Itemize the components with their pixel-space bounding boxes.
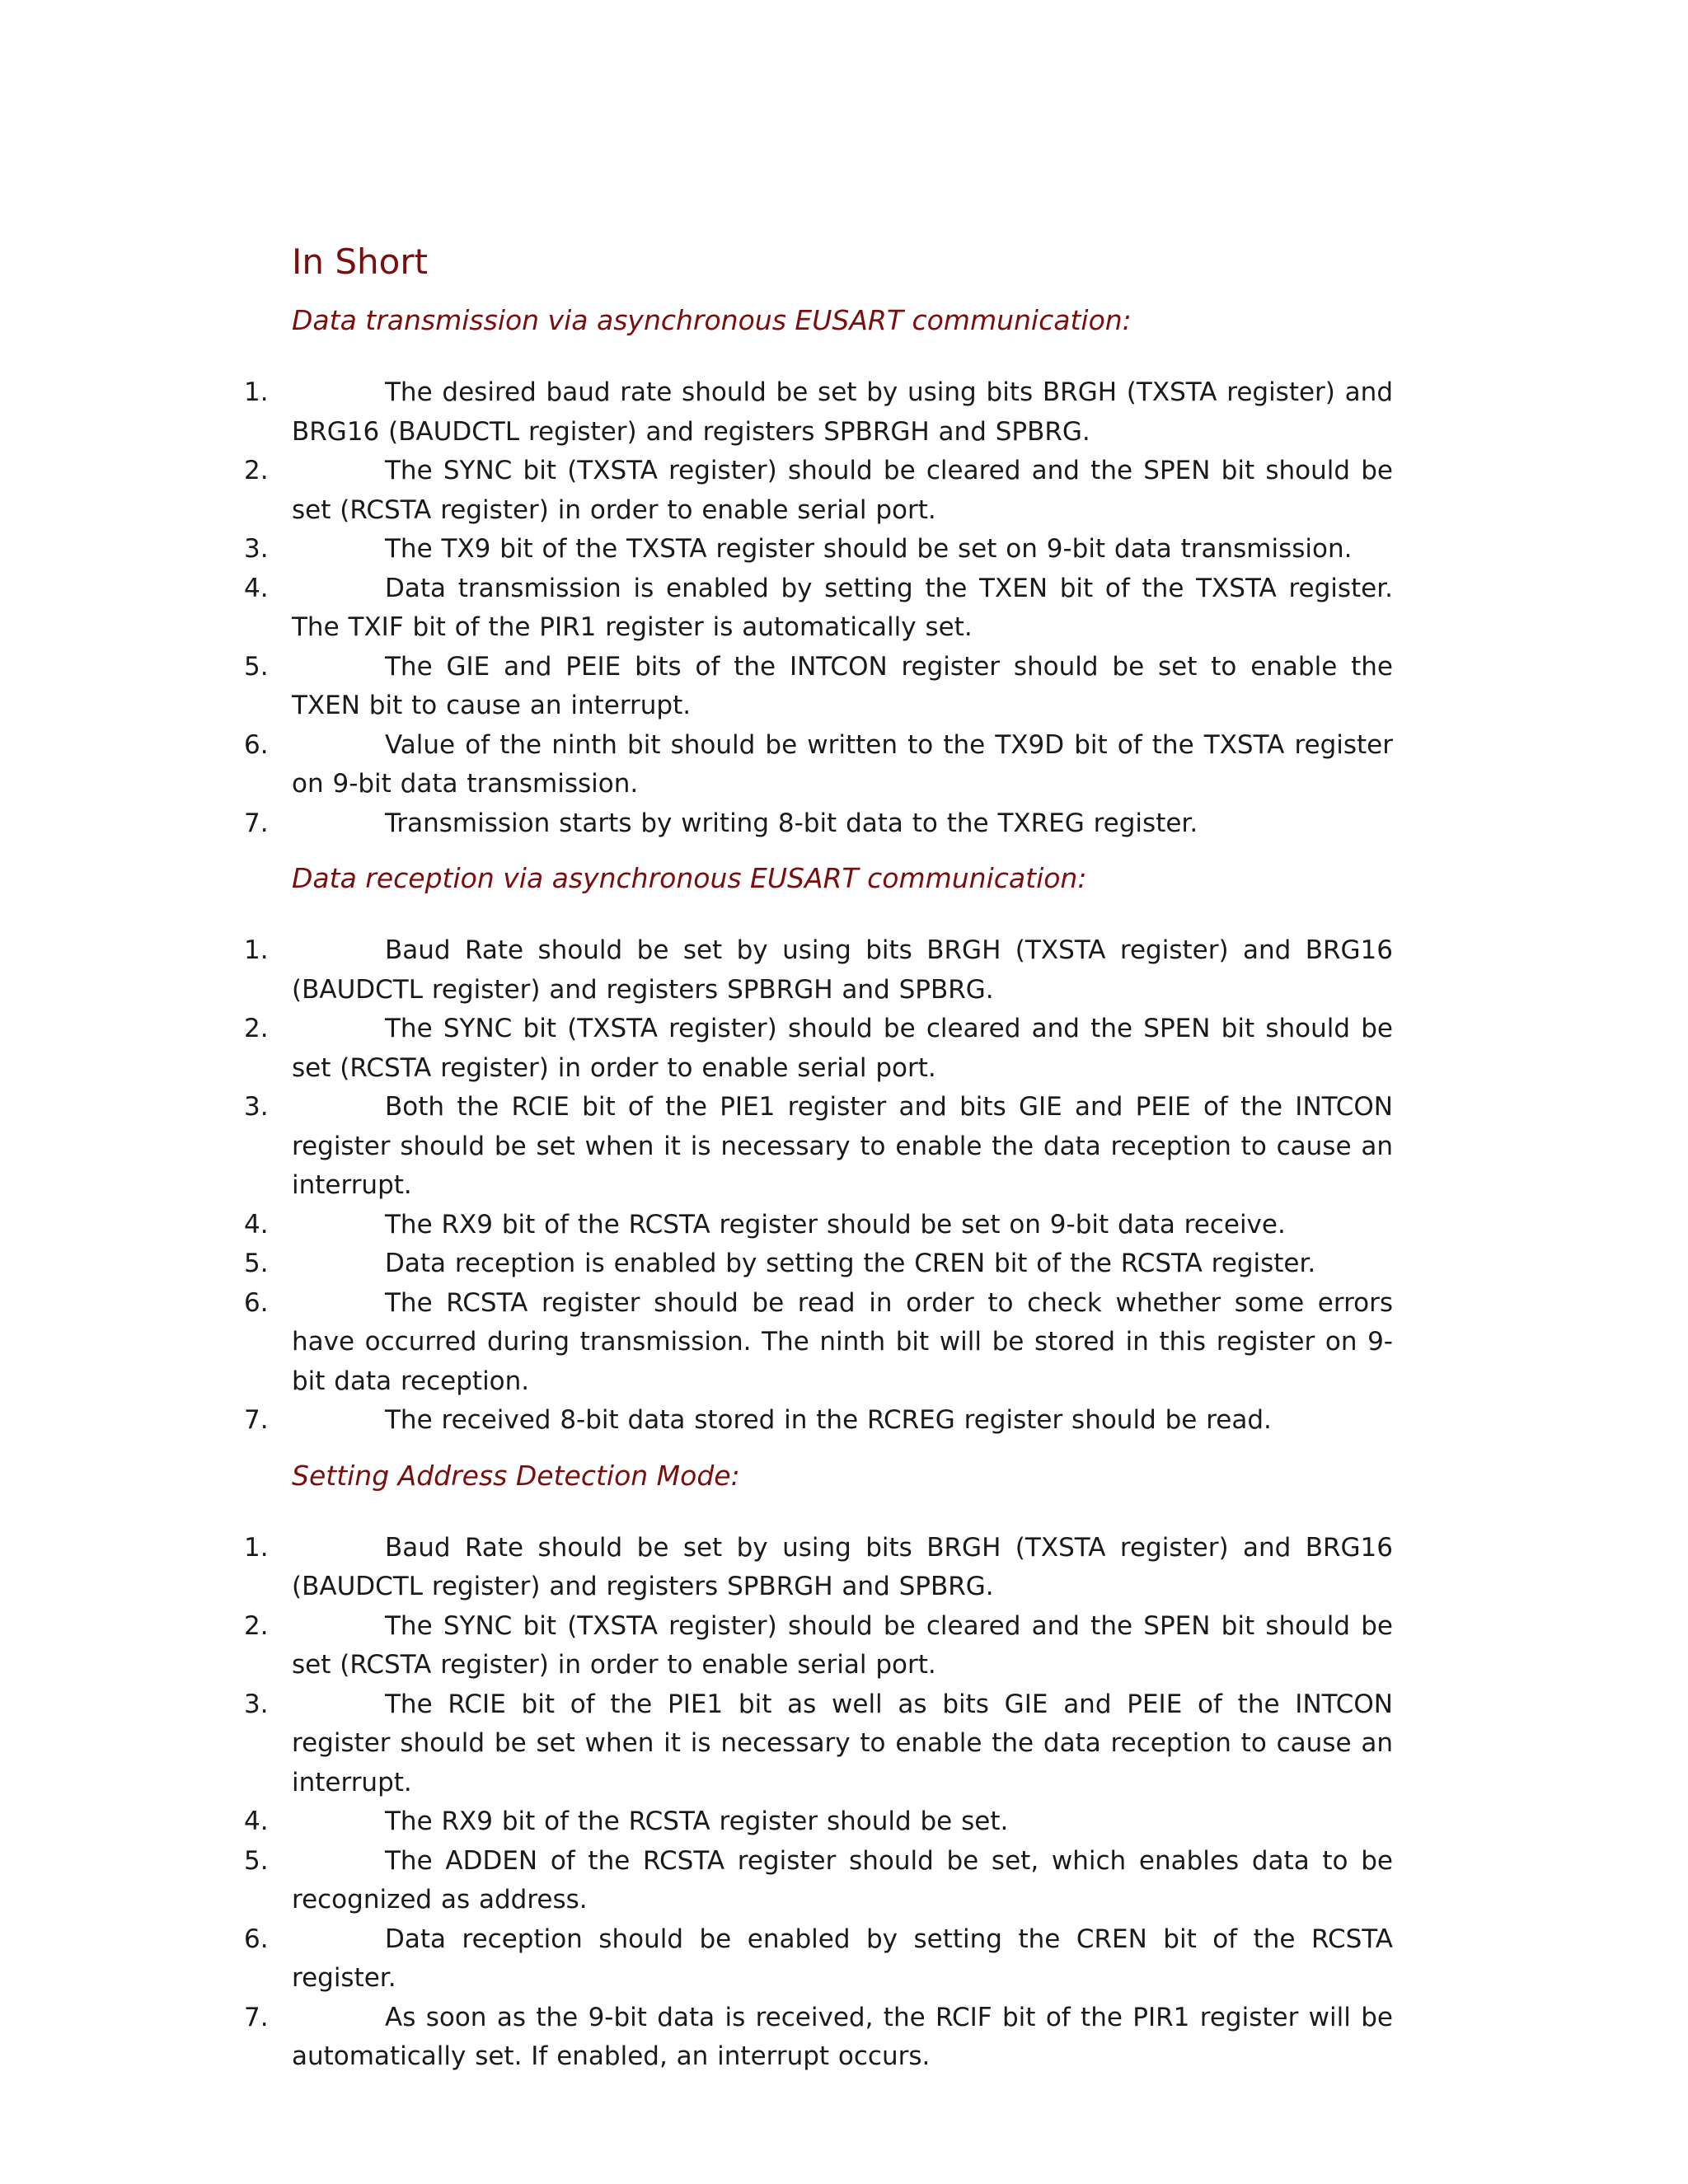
list-text: Baud Rate should be set by using bits BRGH (TXSTA register) and BRG16 (BAUDCTL register) and registers SPBRGH and SPBRG. (292, 935, 1393, 1005)
list-number: 5. (244, 651, 269, 682)
list-number: 2. (244, 1014, 269, 1043)
list-item (0, 1284, 1688, 1402)
list-text: The SYNC bit (TXSTA register) should be cleared and the SPEN bit should be set (RCSTA register) in order to enable serial port. (292, 1014, 1393, 1083)
list-text: The TX9 bit of the TXSTA register should be set on 9-bit data transmission. (385, 534, 1353, 564)
section-title: Data transmission via asynchronous EUSART communication: (292, 304, 1132, 336)
list-item (0, 530, 1688, 569)
list-text: Value of the ninth bit should be written to the TX9D bit of the TXSTA register on 9-bit data transmission. (292, 729, 1393, 799)
list-number: 4. (244, 573, 269, 603)
list-number: 4. (244, 1209, 269, 1240)
list-text: The SYNC bit (TXSTA register) should be cleared and the SPEN bit should be set (RCSTA register) in order to enable serial port. (292, 456, 1393, 525)
list-number: 3. (244, 534, 269, 564)
list-number: 2. (244, 456, 269, 485)
list-item (0, 1010, 1688, 1088)
list-number: 4. (244, 1807, 269, 1836)
section-title: Setting Address Detection Mode: (292, 1459, 740, 1492)
list-number: 1. (244, 377, 269, 407)
list-number: 7. (244, 2002, 269, 2032)
list-item (0, 452, 1688, 530)
list-number: 1. (244, 935, 269, 965)
list-text: Data transmission is enabled by setting the TXEN bit of the TXSTA register. The TXIF bit of the PIR1 register is automatically set. (292, 573, 1393, 642)
list-item (0, 931, 1688, 1010)
list-text: Data reception should be enabled by setting the CREN bit of the RCSTA register. (292, 1924, 1393, 1993)
list-item (0, 1206, 1688, 1245)
section-address-detection (0, 1457, 1688, 2077)
section-reception (0, 860, 1688, 1441)
list-number: 2. (244, 1610, 269, 1641)
list-text: The ADDEN of the RCSTA register should be set, which enables data to be recognized as address. (292, 1845, 1393, 1915)
list-item (0, 1529, 1688, 1607)
document-body (0, 302, 1688, 2077)
page-heading: In Short (292, 241, 429, 282)
list-text: The RX9 bit of the RCSTA register should be set. (385, 1807, 1009, 1836)
list-item (0, 1802, 1688, 1842)
list-item (0, 648, 1688, 726)
list-item (0, 1088, 1688, 1206)
list-text: Data reception is enabled by setting the CREN bit of the RCSTA register. (385, 1249, 1316, 1278)
list-item (0, 1607, 1688, 1685)
section-title: Data reception via asynchronous EUSART communication: (292, 862, 1087, 894)
list-text: The received 8-bit data stored in the RCREG register should be read. (385, 1405, 1272, 1435)
list-text: Baud Rate should be set by using bits BRGH (TXSTA register) and BRG16 (BAUDCTL register) and registers SPBRGH and SPBRG. (292, 1532, 1393, 1601)
list-number: 3. (244, 1689, 269, 1719)
list-number: 6. (244, 729, 269, 760)
list-text: The RCIE bit of the PIE1 bit as well as bits GIE and PEIE of the INTCON register should be set when it is necessary to enable the data reception to cause an interrupt. (292, 1689, 1393, 1797)
list-item (0, 1842, 1688, 1920)
list-item (0, 1920, 1688, 1999)
list-item (0, 373, 1688, 452)
list-text: The RCSTA register should be read in order to check whether some errors have occurred during transmission. The ninth bit will be stored in this register on 9-bit data reception. (292, 1287, 1393, 1396)
list-item (0, 726, 1688, 804)
list-text: Both the RCIE bit of the PIE1 register and bits GIE and PEIE of the INTCON register should be set when it is necessary to enable the data reception to cause an interrupt. (292, 1092, 1393, 1200)
steps-list (0, 373, 1688, 843)
list-text: The desired baud rate should be set by using bits BRGH (TXSTA register) and BRG16 (BAUDCTL register) and registers SPBRGH and SPBRG. (292, 377, 1393, 447)
list-item (0, 804, 1688, 844)
list-number: 7. (244, 808, 269, 838)
list-number: 1. (244, 1532, 269, 1563)
list-number: 3. (244, 1092, 269, 1122)
list-item (0, 1401, 1688, 1441)
list-number: 6. (244, 1287, 269, 1318)
list-text: Transmission starts by writing 8-bit data to the TXREG register. (385, 808, 1198, 838)
list-number: 6. (244, 1924, 269, 1954)
steps-list (0, 1529, 1688, 2077)
list-number: 5. (244, 1249, 269, 1278)
steps-list (0, 931, 1688, 1441)
list-text: As soon as the 9-bit data is received, the RCIF bit of the PIR1 register will be automatically set. If enabled, an interrupt occurs. (292, 2002, 1393, 2071)
list-text: The GIE and PEIE bits of the INTCON register should be set to enable the TXEN bit to cause an interrupt. (292, 651, 1393, 720)
list-item (0, 1244, 1688, 1284)
list-item (0, 1685, 1688, 1803)
list-text: The RX9 bit of the RCSTA register should be set on 9-bit data receive. (385, 1209, 1286, 1240)
list-text: The SYNC bit (TXSTA register) should be cleared and the SPEN bit should be set (RCSTA register) in order to enable serial port. (292, 1610, 1393, 1680)
list-item (0, 569, 1688, 648)
section-transmission (0, 302, 1688, 843)
list-number: 7. (244, 1405, 269, 1435)
list-item (0, 1999, 1688, 2077)
list-number: 5. (244, 1845, 269, 1876)
